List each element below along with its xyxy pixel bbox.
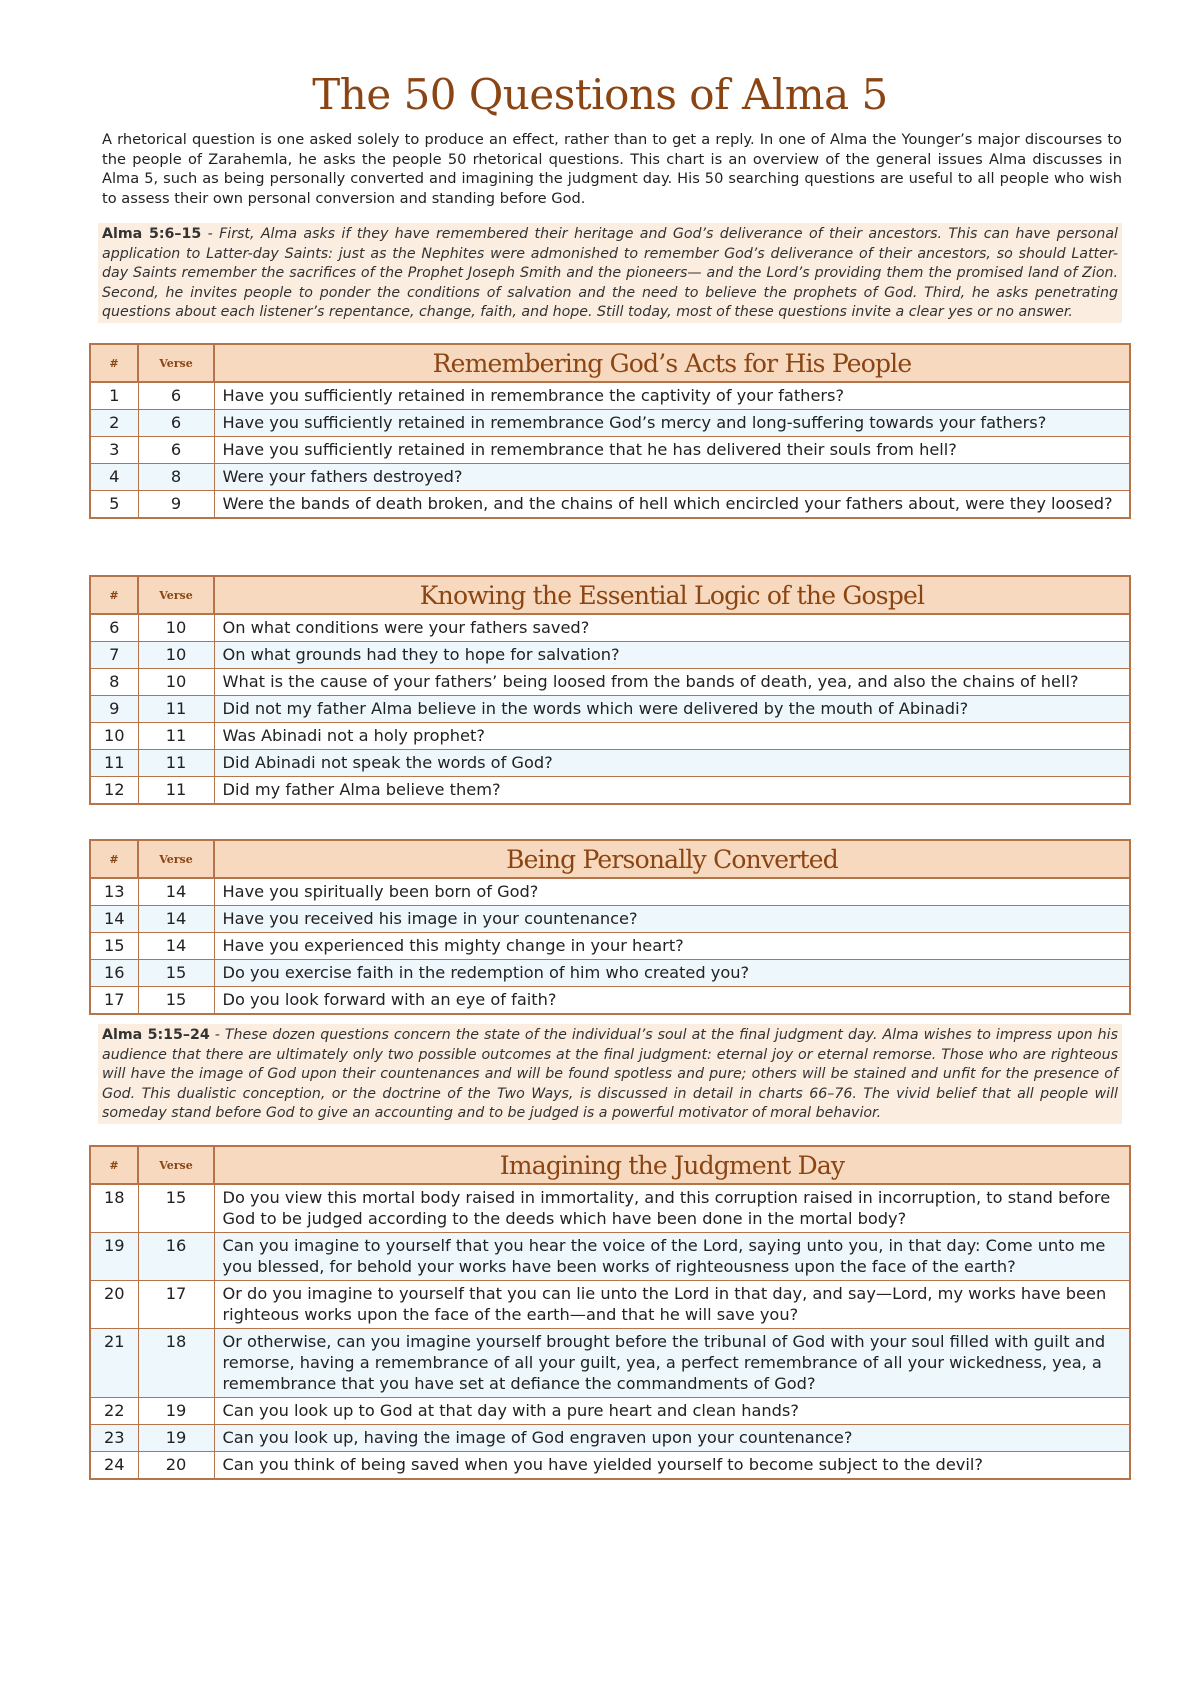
column-header-verse: Verse [138, 576, 214, 614]
table-row [90, 777, 1130, 805]
section-heading: Imagining the Judgment Day [214, 1146, 1130, 1184]
verse-number: 6 [138, 437, 214, 464]
question-text: Were your fathers destroyed? [214, 464, 1130, 491]
verse-number: 14 [138, 933, 214, 960]
question-text: What is the cause of your fathers’ being loosed from the bands of death, yea, and also the chains of hell? [214, 669, 1130, 696]
question-number: 18 [90, 1184, 138, 1233]
question-number: 16 [90, 960, 138, 987]
table-row [90, 878, 1130, 906]
question-number: 17 [90, 987, 138, 1015]
table-row [90, 614, 1130, 642]
intro-paragraph: A rhetorical question is one asked solely to produce an effect, rather than to get a reply. In one of Alma the Younger’s major discourses to the people of Zarahemla, he asks the people 50 rhetorical questions. This chart is an overview of the general issues Alma discusses in Alma 5, such as being personally converted and imagining the judgment day. His 50 searching questions are useful to all people who wish to assess their own personal conversion and standing before God. [102, 131, 1122, 207]
verse-number: 6 [138, 382, 214, 410]
section-note-2 [98, 1024, 1122, 1124]
table-row [90, 1425, 1130, 1452]
verse-number: 10 [138, 669, 214, 696]
question-text: On what conditions were your fathers saved? [214, 614, 1130, 642]
table-row [90, 642, 1130, 669]
table-row [90, 987, 1130, 1015]
questions-table-3 [89, 839, 1131, 1015]
question-text: Were the bands of death broken, and the chains of hell which encircled your fathers about, were they loosed? [214, 491, 1130, 519]
questions-table-2 [89, 575, 1131, 805]
table-header-row [90, 576, 1130, 614]
verse-number: 19 [138, 1398, 214, 1425]
verse-number: 20 [138, 1452, 214, 1480]
question-number: 21 [90, 1329, 138, 1398]
section-heading: Remembering God’s Acts for His People [214, 344, 1130, 382]
question-text: Have you sufficiently retained in remembrance that he has delivered their souls from hell? [214, 437, 1130, 464]
question-number: 14 [90, 906, 138, 933]
section-note-text: - These dozen questions concern the state of the individual’s soul at the final judgment day. Alma wishes to impress upon his audience that there are ultimately only two possible outcomes at the final judgment: eternal joy or eternal remorse. Those who are righteous will have the image of God upon their countenances and will be found spotless and pure; others will be stained and unfit for the presence of God. This dualistic conception, or the doctrine of the Two Ways, is discussed in detail in charts 66–76. The vivid belief that all people will someday stand before God to give an accounting and to be judged is a powerful motivator of moral behavior. [102, 1027, 1118, 1121]
question-number: 2 [90, 410, 138, 437]
table-row [90, 382, 1130, 410]
table-row [90, 750, 1130, 777]
table-row [90, 669, 1130, 696]
question-number: 5 [90, 491, 138, 519]
table-row [90, 696, 1130, 723]
verse-number: 16 [138, 1233, 214, 1281]
table-row [90, 464, 1130, 491]
question-text: On what grounds had they to hope for salvation? [214, 642, 1130, 669]
question-text: Have you spiritually been born of God? [214, 878, 1130, 906]
section-heading: Knowing the Essential Logic of the Gospel [214, 576, 1130, 614]
question-number: 8 [90, 669, 138, 696]
question-text: Was Abinadi not a holy prophet? [214, 723, 1130, 750]
question-text: Or do you imagine to yourself that you can lie unto the Lord in that day, and say—Lord, my works have been righteous works upon the face of the earth—and that he will save you? [214, 1281, 1130, 1329]
table-header-row [90, 344, 1130, 382]
question-text: Have you experienced this mighty change in your heart? [214, 933, 1130, 960]
question-text: Do you exercise faith in the redemption of him who created you? [214, 960, 1130, 987]
verse-number: 14 [138, 878, 214, 906]
question-text: Can you look up to God at that day with a pure heart and clean hands? [214, 1398, 1130, 1425]
verse-number: 8 [138, 464, 214, 491]
table-row [90, 491, 1130, 519]
question-number: 22 [90, 1398, 138, 1425]
question-number: 24 [90, 1452, 138, 1480]
question-text: Do you look forward with an eye of faith? [214, 987, 1130, 1015]
section-note-ref: Alma 5:6–15 [102, 226, 202, 242]
table-row [90, 933, 1130, 960]
section-note-1 [98, 223, 1122, 323]
question-text: Have you received his image in your countenance? [214, 906, 1130, 933]
table-header-row [90, 1146, 1130, 1184]
table-row [90, 723, 1130, 750]
table-row [90, 1184, 1130, 1233]
table-row [90, 1233, 1130, 1281]
column-header-number: # [90, 840, 138, 878]
question-text: Or otherwise, can you imagine yourself brought before the tribunal of God with your soul filled with guilt and remorse, having a remembrance of all your guilt, yea, a perfect remembrance of all your wickedness, yea, a remembrance that you have set at defiance the commandments of God? [214, 1329, 1130, 1398]
verse-number: 15 [138, 1184, 214, 1233]
question-text: Can you imagine to yourself that you hear the voice of the Lord, saying unto you, in that day: Come unto me you blessed, for behold your works have been works of righteousness upon the face of the earth? [214, 1233, 1130, 1281]
question-number: 10 [90, 723, 138, 750]
question-number: 15 [90, 933, 138, 960]
column-header-number: # [90, 344, 138, 382]
verse-number: 10 [138, 614, 214, 642]
verse-number: 15 [138, 987, 214, 1015]
verse-number: 15 [138, 960, 214, 987]
question-text: Have you sufficiently retained in remembrance the captivity of your fathers? [214, 382, 1130, 410]
question-number: 12 [90, 777, 138, 805]
question-number: 1 [90, 382, 138, 410]
question-text: Did Abinadi not speak the words of God? [214, 750, 1130, 777]
question-number: 19 [90, 1233, 138, 1281]
question-number: 7 [90, 642, 138, 669]
column-header-verse: Verse [138, 344, 214, 382]
table-header-row [90, 840, 1130, 878]
table-row [90, 1281, 1130, 1329]
section-note-text: - First, Alma asks if they have remembered their heritage and God’s deliverance of their ancestors. This can have personal application to Latter-day Saints: just as the Nephites were admonished to remember God’s deliverance of their ancestors, so should Latter-day Saints remember the sacrifices of the Prophet Joseph Smith and the pioneers— and the Lord’s providing them the promised land of Zion. Second, he invites people to ponder the conditions of salvation and the need to believe the prophets of God. Third, he asks penetrating questions about each listener’s repentance, change, faith, and hope. Still today, most of these questions invite a clear yes or no answer. [102, 226, 1118, 320]
questions-table-1 [89, 343, 1131, 519]
question-text: Did my father Alma believe them? [214, 777, 1130, 805]
question-number: 20 [90, 1281, 138, 1329]
question-number: 3 [90, 437, 138, 464]
table-row [90, 437, 1130, 464]
table-row [90, 960, 1130, 987]
table-row [90, 1452, 1130, 1480]
question-text: Do you view this mortal body raised in immortality, and this corruption raised in incorruption, to stand before God to be judged according to the deeds which have been done in the mortal body? [214, 1184, 1130, 1233]
table-row [90, 906, 1130, 933]
table-row [90, 1398, 1130, 1425]
verse-number: 17 [138, 1281, 214, 1329]
question-number: 6 [90, 614, 138, 642]
question-text: Have you sufficiently retained in remembrance God’s mercy and long-suffering towards your fathers? [214, 410, 1130, 437]
question-number: 23 [90, 1425, 138, 1452]
question-number: 9 [90, 696, 138, 723]
question-text: Can you look up, having the image of God engraven upon your countenance? [214, 1425, 1130, 1452]
section-heading: Being Personally Converted [214, 840, 1130, 878]
question-number: 11 [90, 750, 138, 777]
page-title: The 50 Questions of Alma 5 [312, 70, 888, 119]
verse-number: 11 [138, 750, 214, 777]
verse-number: 18 [138, 1329, 214, 1398]
verse-number: 6 [138, 410, 214, 437]
column-header-verse: Verse [138, 840, 214, 878]
verse-number: 11 [138, 777, 214, 805]
question-number: 4 [90, 464, 138, 491]
verse-number: 19 [138, 1425, 214, 1452]
column-header-number: # [90, 1146, 138, 1184]
question-number: 13 [90, 878, 138, 906]
table-row [90, 1329, 1130, 1398]
table-row [90, 410, 1130, 437]
question-text: Did not my father Alma believe in the words which were delivered by the mouth of Abinadi? [214, 696, 1130, 723]
verse-number: 14 [138, 906, 214, 933]
section-note-ref: Alma 5:15–24 [102, 1027, 210, 1043]
column-header-number: # [90, 576, 138, 614]
verse-number: 11 [138, 696, 214, 723]
column-header-verse: Verse [138, 1146, 214, 1184]
verse-number: 9 [138, 491, 214, 519]
question-text: Can you think of being saved when you have yielded yourself to become subject to the devil? [214, 1452, 1130, 1480]
verse-number: 10 [138, 642, 214, 669]
verse-number: 11 [138, 723, 214, 750]
questions-table-4 [89, 1145, 1131, 1480]
